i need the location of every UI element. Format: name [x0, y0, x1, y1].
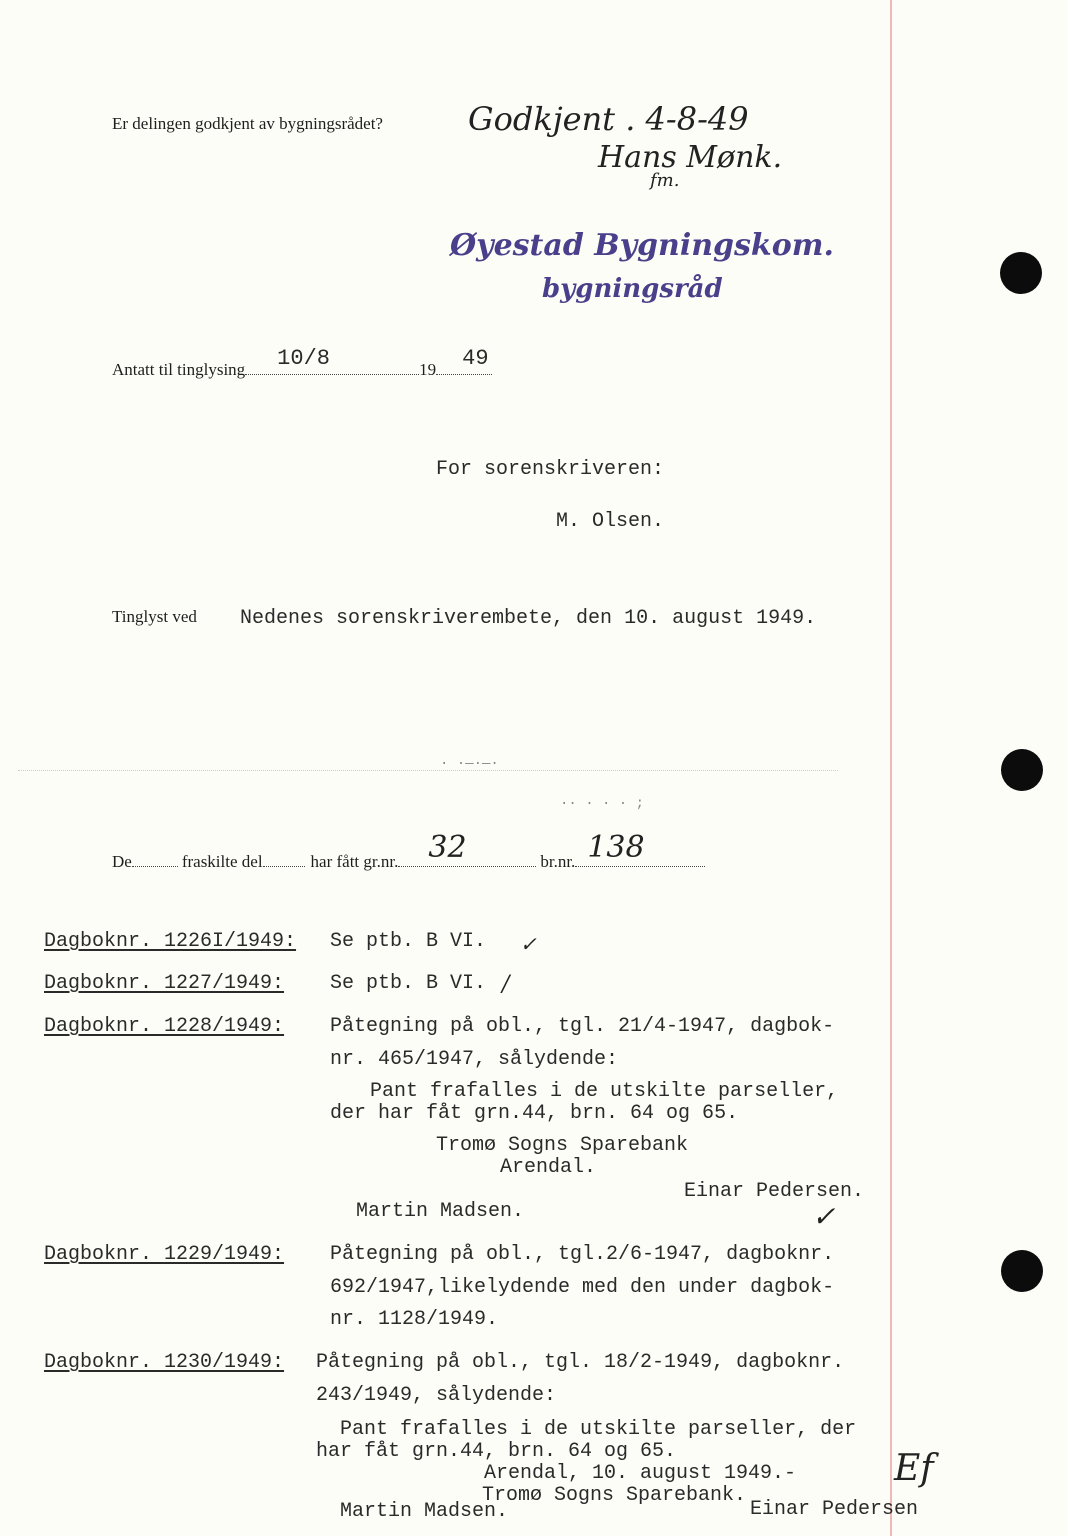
bank-name: Tromø Sogns Sparebank	[436, 1134, 689, 1157]
journal-entry-text: Pant frafalles i de utskilte parseller,	[370, 1080, 839, 1103]
check-mark: ✓	[520, 932, 537, 956]
registration-line	[112, 346, 492, 380]
journal-entry-text: nr. 465/1947, sålydende:	[330, 1048, 619, 1071]
journal-entry-text: 692/1947,likelydende med den under dagbok-	[330, 1276, 835, 1299]
signatory: Einar Pedersen.	[684, 1180, 865, 1203]
journal-entry-text: Påtegning på obl., tgl.2/6-1947, dagboknr.	[330, 1243, 835, 1266]
approval-handwritten-date: Godkjent . 4-8-49	[468, 100, 749, 138]
journal-entry-text: nr. 1128/1949.	[330, 1308, 499, 1331]
margin-rule	[890, 0, 892, 1536]
journal-entry-text: Se ptb. B VI.	[330, 930, 487, 953]
signatory: Martin Madsen.	[356, 1200, 525, 1223]
parcel-line	[112, 830, 705, 872]
parcel-brnr-label: br.nr.	[540, 852, 576, 871]
bank-city: Arendal.	[500, 1156, 597, 1179]
sorenskriver-name: M. Olsen.	[556, 510, 665, 533]
journal-entry-label: Dagboknr. 1229/1949:	[44, 1243, 285, 1266]
fold-line	[18, 770, 838, 771]
registration-year: 49	[462, 346, 489, 371]
journal-entry-text: Påtegning på obl., tgl. 21/4-1947, dagbok-	[330, 1015, 835, 1038]
approval-question: Er delingen godkjent av bygningsrådet?	[112, 114, 383, 133]
parcel-fraskilte: fraskilte del	[181, 852, 263, 871]
tinglyst-text: Nedenes sorenskriverembete, den 10. august 1949.	[240, 607, 817, 630]
building-council-stamp-line1: Øyestad Bygningskom.	[450, 228, 834, 263]
bank-name: Tromø Sogns Sparebank.	[482, 1484, 747, 1507]
faint-marks-1: · ·—·—·	[440, 756, 499, 772]
signatory: Martin Madsen.	[340, 1500, 509, 1523]
check-mark: ✓	[812, 1200, 836, 1233]
registration-label: Antatt til tinglysing	[112, 360, 246, 379]
registration-year-prefix: 19	[419, 360, 437, 379]
punch-hole	[1001, 1250, 1043, 1292]
journal-entry-text: har fåt grn.44, brn. 64 og 65.	[316, 1440, 677, 1463]
signatory: Einar Pedersen	[750, 1498, 919, 1521]
building-council-stamp-line2: bygningsråd	[542, 274, 723, 304]
handwritten-initials: Ef	[894, 1448, 934, 1489]
journal-entry-text: Påtegning på obl., tgl. 18/2-1949, dagboknr.	[316, 1351, 845, 1374]
journal-entry-text: Pant frafalles i de utskilte parseller, der	[340, 1418, 857, 1441]
journal-entry-text: 243/1949, sålydende:	[316, 1384, 557, 1407]
parcel-har-fatt: har fått gr.nr.	[310, 852, 399, 871]
tinglyst-label: Tinglyst ved	[112, 607, 197, 626]
journal-entry-label: Dagboknr. 1230/1949:	[44, 1351, 285, 1374]
journal-entry-label: Dagboknr. 1228/1949:	[44, 1015, 285, 1038]
check-mark: /	[502, 972, 510, 997]
journal-entry-label: Dagboknr. 1227/1949:	[44, 972, 285, 995]
sorenskriver-line: For sorenskriveren:	[436, 458, 665, 481]
parcel-grnr: 32	[428, 830, 467, 865]
approval-initials: fm.	[650, 170, 680, 191]
journal-entry-label: Dagboknr. 1226I/1949:	[44, 930, 297, 953]
registration-date: 10/8	[277, 346, 330, 371]
place-date: Arendal, 10. august 1949.-	[484, 1462, 797, 1485]
journal-entry-text: Se ptb. B VI.	[330, 972, 487, 995]
parcel-brnr: 138	[587, 830, 645, 865]
punch-hole	[1001, 749, 1043, 791]
approval-signature: Hans Mønk.	[598, 140, 783, 175]
parcel-de: De	[112, 852, 132, 871]
faint-marks-2: ·· · · · ;	[560, 796, 645, 812]
punch-hole	[1000, 252, 1042, 294]
journal-entry-text: der har fåt grn.44, brn. 64 og 65.	[330, 1102, 739, 1125]
